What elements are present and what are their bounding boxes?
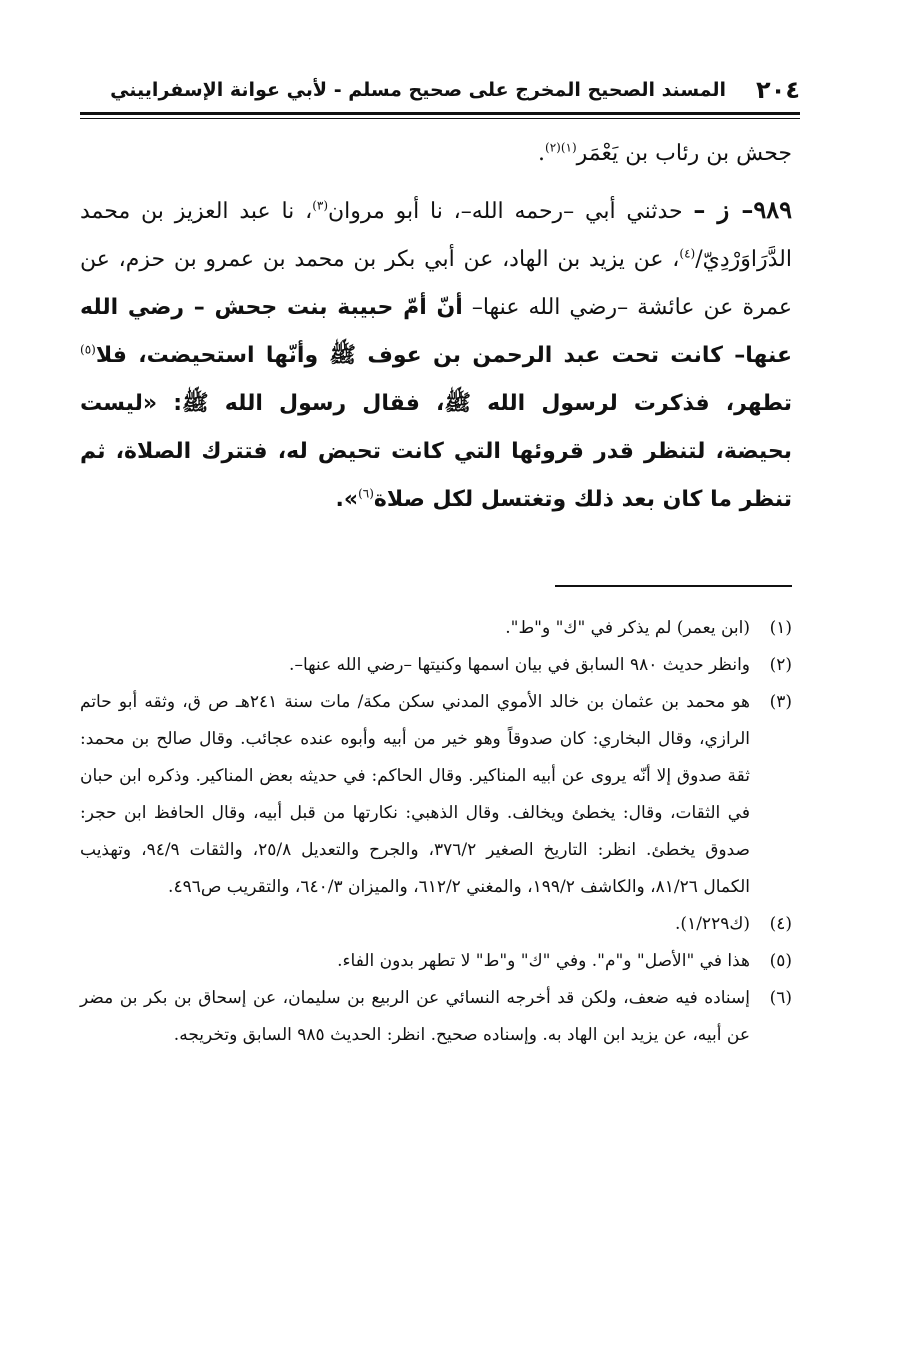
header-rule-thick <box>80 112 800 115</box>
hadith-paragraph <box>80 186 792 524</box>
footnote-ref-4: (٤) <box>679 246 696 261</box>
isnad-part-3: ، عن يزيد بن الهاد، عن أبي بكر بن محمد بن عمرو بن حزم، عن عمرة عن عائشة –رضي الله عنها– <box>80 247 792 320</box>
main-text <box>80 130 792 524</box>
footnote-text: (ابن يعمر) لم يذكر في "ك" و"ط". <box>505 618 750 638</box>
footnote <box>80 943 792 980</box>
footnote-ref-3: (٣) <box>312 198 329 213</box>
footnote-text: إسناده فيه ضعف، ولكن قد أخرجه النسائي عن الربيع بن سليمان، عن إسحاق بن بكر بن مضر عن أبيه، عن يزيد ابن الهاد به. وإسناده صحيح. انظر: الحديث ٩٨٥ السابق وتخريجه. <box>80 988 750 1045</box>
matn-part-1: أنّ أمّ حبيبة بنت جحش – رضي الله عنها– كانت تحت عبد الرحمن بن عوف ﷺ وأنّها استحيضت، فلا <box>80 295 792 368</box>
footnote <box>80 610 792 647</box>
footnote-ref-6: (٦) <box>358 486 374 501</box>
footnote-text: هو محمد بن عثمان بن خالد الأموي المدني سكن مكة/ مات سنة ٢٤١هـ ص ق، وثقه أبو حاتم الرازي، وقال البخاري: كان صدوقاً وهو خير من أبيه وأبوه عنده عجائب. وقال صالح بن محمد: ثقة صدوق إلا أنّه يروى عن أبيه المناكير. وقال الحاكم: في حديثه بعض المناكير. وذكره ابن حبان في الثقات، وقال: يخطئ ويخالف. وقال الذهبي: نكارتها من قبل أبيه، وقال الحافظ ابن حجر: صدوق يخطئ. انظر: التاريخ الصغير ٣٧٦/٢، والجرح والتعديل ٢٥/٨، والثقات ٩٤/٩، وتهذيب الكمال ٨١/٢٦، والكاشف ١٩٩/٢، والمغني ٦١٢/٢، والميزان ٦٤٠/٣، والتقريب ص٤٩٦. <box>80 692 750 897</box>
footnote-mark: (٢) <box>769 655 792 675</box>
footnote-mark: (٦) <box>769 988 792 1008</box>
footnote-mark: (٣) <box>769 692 792 712</box>
footnote-text: (ك١/٢٢٩). <box>675 914 750 934</box>
footnote-text: وانظر حديث ٩٨٠ السابق في بيان اسمها وكنيتها –رضي الله عنها–. <box>289 655 750 675</box>
footnote-text: هذا في "الأصل" و"م". وفي "ك" و"ط" لا تطهر بدون الفاء. <box>337 951 750 971</box>
header-rule-thin <box>80 118 800 119</box>
footnote-ref-1-2: (١)(٢) <box>545 140 577 155</box>
continuation-line: جحش بن رئاب بن يَعْمَر$^{(١)(٢)}$. <box>538 140 792 166</box>
matn-end: ». <box>335 487 359 512</box>
footnote-mark: (٤) <box>769 914 792 934</box>
footnote <box>80 647 792 684</box>
footnote <box>80 980 792 1054</box>
continuation-text: جحش بن رئاب بن يَعْمَر <box>576 141 792 166</box>
hadith-code: – ز – <box>693 195 754 224</box>
running-title: المسند الصحيح المخرج على صحيح مسلم - لأبي عوانة الإسفراييني <box>110 79 727 101</box>
footnote <box>80 684 792 906</box>
isnad-part-1: حدثني أبي –رحمه الله–، نا أبو مروان <box>328 199 694 224</box>
hadith-number: ٩٨٩ <box>753 195 792 224</box>
footnote <box>80 906 792 943</box>
matn-part-2: تطهر، فذكرت لرسول الله ﷺ، فقال رسول الله ﷺ: «ليست بحيضة، لتنظر قدر قروئها التي كانت تحيض له، فتترك الصلاة، ثم تنظر ما كان بعد ذلك وتغتسل لكل صلاة <box>80 391 792 512</box>
footnotes <box>80 610 792 1054</box>
page-number: ٢٠٤ <box>756 76 800 104</box>
footnote-mark: (١) <box>769 618 792 638</box>
footnote-ref-5: (٥) <box>80 342 96 357</box>
footnote-mark: (٥) <box>769 951 792 971</box>
footnote-separator <box>555 585 792 587</box>
page-header <box>80 70 800 110</box>
isnad-part-2: ، نا عبد العزيز بن محمد الدَّرَاوَرْدِيّ/ <box>80 199 792 272</box>
